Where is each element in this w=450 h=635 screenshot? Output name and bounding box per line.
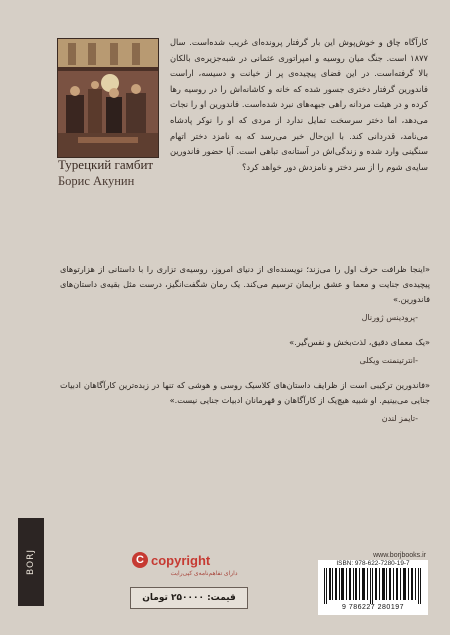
publisher-logo — [18, 518, 44, 606]
illustration-scene — [58, 39, 158, 157]
barcode-number: 9 786227 280197 — [342, 604, 404, 611]
copyright-word: copyright — [151, 553, 211, 568]
review-quote: «یک معمای دقیق، لذت‌بخش و نفس‌گیر.» — [289, 337, 430, 347]
publisher-logo-text: BORJ — [26, 548, 36, 575]
copyright-icon: C — [132, 552, 148, 568]
review-source: -تایمز لندن — [381, 414, 418, 423]
price-label: قیمت: ۲۵۰۰۰۰ تومان — [130, 587, 248, 609]
reviews-section — [60, 262, 430, 436]
russian-title: Турецкий гамбит — [58, 157, 154, 172]
isbn-text: ISBN: 978-622-7280-19-7 — [336, 560, 410, 567]
review-source: -انترتینمنت ویکلی — [359, 356, 418, 365]
barcode-image — [322, 568, 424, 604]
synopsis-text: کارآگاه چاق و خوش‌پوش این بار گرفتار پرونده‌ای غریب شده‌است. سال ۱۸۷۷ است. جنگ میان روسیه و امپراتوری عثمانی در شبه‌جزیره‌ی بالکان بالا گرفته‌است. در این فضای پیچیده‌ی پر از خیانت و دسیسه، اراست فاندورین گرفتار دختری جسور شده که خانه و کاشانه‌اش را در روسیه رها کرده و در هیئت مردانه راهی جبهه‌های نبرد شده‌است. فاندورین او را نجات می‌دهد، اما دختر سرسخت تمایل ندارد از مردی که او را نوکر پادشاه می‌نامد، قدردانی کند. با این‌حال خبر می‌رسد که به نامزد دختر اتهام سنگینی وارد شده و زندگی‌اش در آستانه‌ی تباهی است. آیا حضور فاندورین سایه‌ی شوم را از سر دختر و نامزدش دور خواهد کرد؟ — [170, 37, 428, 172]
publisher-website: www.borjbooks.ir — [373, 552, 426, 559]
review-quote: «اینجا ظرافت حرف اول را می‌زند؛ نویسنده‌ای از دنیای امروز، روسیه‌ی تزاری را با داستانی از هزارتوهای پیچیده‌ی جنایت و معما و عشق برایمان ترسیم می‌کند. یک رمان شگفت‌انگیز، درست مثل بقیه‌ی داستان‌های فاندورین.» — [60, 264, 430, 304]
review-quote: «فاندورین ترکیبی است از ظرایف داستان‌های کلاسیک روسی و هوشی که تنها در زبده‌ترین کارآگاهان ادبیات جنایی می‌بینیم. او شبیه هیچ‌یک از کارآگاهان و قهرمانان ادبیات جنایی نیست.» — [60, 380, 430, 405]
copyright-note: دارای تفاهم‌نامه‌ی کپی‌رایت — [170, 571, 238, 577]
review-item — [60, 262, 430, 325]
review-source: -پرودینس ژورنال — [361, 313, 418, 322]
barcode-block — [318, 560, 428, 615]
review-item — [60, 378, 430, 426]
review-item — [60, 335, 430, 368]
russian-author: Борис Акунин — [58, 174, 135, 188]
cover-illustration — [57, 38, 159, 158]
